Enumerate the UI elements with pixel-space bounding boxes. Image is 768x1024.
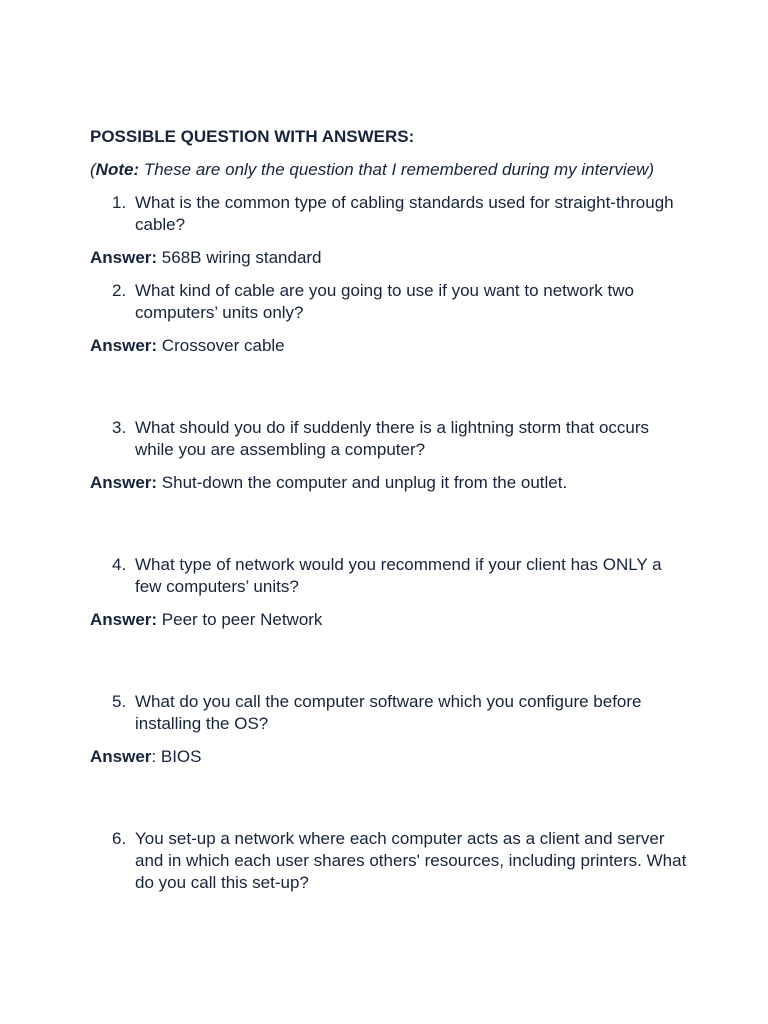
- answer-4: [90, 609, 690, 631]
- question-number: 1.: [112, 193, 127, 212]
- answer-label: Answer:: [90, 473, 158, 492]
- answer-5: [90, 746, 690, 768]
- question-item-4: [90, 554, 690, 598]
- question-text: What do you call the computer software which you configure before installing the OS?: [135, 692, 642, 733]
- answer-text: : BIOS: [151, 747, 202, 766]
- answer-label: Answer:: [90, 610, 158, 629]
- question-text: What type of network would you recommend if your client has ONLY a few computers’ units?: [135, 555, 662, 596]
- note-text: These are only the question that I remembered during my interview): [139, 160, 655, 179]
- answer-text: Peer to peer Network: [157, 610, 323, 629]
- question-number: 2.: [112, 281, 127, 300]
- question-number: 3.: [112, 418, 127, 437]
- question-number: 5.: [112, 692, 127, 711]
- question-item-6: [90, 828, 690, 894]
- question-number: 6.: [112, 829, 127, 848]
- answer-3: [90, 472, 690, 494]
- interview-note: [90, 159, 690, 181]
- answer-label: Answer:: [90, 248, 158, 267]
- answer-label: Answer: [90, 747, 152, 766]
- question-item-5: [90, 691, 690, 735]
- answer-text: Crossover cable: [157, 336, 285, 355]
- answer-label: Answer:: [90, 336, 158, 355]
- question-text: What should you do if suddenly there is a lightning storm that occurs while you are assembling a computer?: [135, 418, 650, 459]
- answer-2: [90, 335, 690, 357]
- answer-text: Shut-down the computer and unplug it from the outlet.: [157, 473, 568, 492]
- question-item-1: [90, 192, 690, 236]
- question-number: 4.: [112, 555, 127, 574]
- document-page: [90, 126, 690, 905]
- question-item-2: [90, 280, 690, 324]
- document-heading: POSSIBLE QUESTION WITH ANSWERS:: [90, 127, 415, 146]
- note-open-paren: (: [90, 160, 96, 179]
- question-text: What is the common type of cabling standards used for straight-through cable?: [135, 193, 674, 234]
- question-text: What kind of cable are you going to use if you want to network two computers’ units only?: [135, 281, 634, 322]
- answer-1: [90, 247, 690, 269]
- note-label: Note:: [95, 160, 140, 179]
- question-item-3: [90, 417, 690, 461]
- question-text: You set-up a network where each computer acts as a client and server and in which each user shares others' resources, including printers. What do you call this set-up?: [135, 829, 687, 892]
- answer-text: 568B wiring standard: [157, 248, 322, 267]
